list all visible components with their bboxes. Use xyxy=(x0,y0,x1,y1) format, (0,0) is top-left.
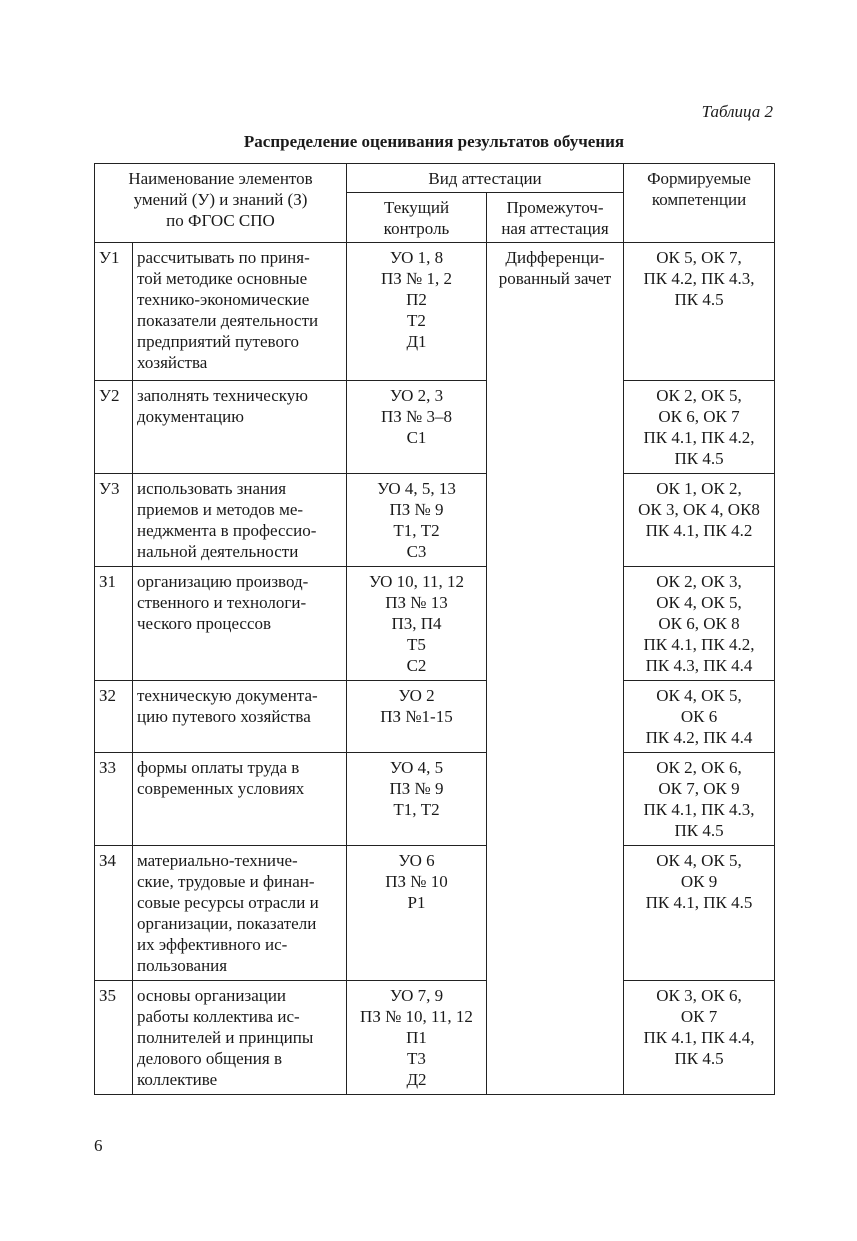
row-code: У1 xyxy=(95,243,133,381)
row-current-control: УО 2, 3 ПЗ № 3–8 С1 xyxy=(347,381,487,474)
row-competencies: ОК 5, ОК 7, ПК 4.2, ПК 4.3, ПК 4.5 xyxy=(624,243,775,381)
header-intermediate-attestation: Промежуточ- ная аттестация xyxy=(487,193,624,243)
table-number-label: Таблица 2 xyxy=(701,102,773,121)
row-competencies: ОК 2, ОК 3, ОК 4, ОК 5, ОК 6, ОК 8 ПК 4.1, ПК 4.2, ПК 4.3, ПК 4.4 xyxy=(624,567,775,681)
table-row xyxy=(95,243,775,381)
row-current-control: УО 2 ПЗ №1-15 xyxy=(347,681,487,753)
row-description: использовать знания приемов и методов ме- неджмента в профессио- нальной деятельности xyxy=(133,474,347,567)
row-code: З3 xyxy=(95,753,133,846)
row-description: организацию производ- ственного и технологи- ческого процессов xyxy=(133,567,347,681)
row-current-control: УО 4, 5 ПЗ № 9 Т1, Т2 xyxy=(347,753,487,846)
row-current-control: УО 10, 11, 12 ПЗ № 13 П3, П4 Т5 С2 xyxy=(347,567,487,681)
row-description: техническую документа- цию путевого хозяйства xyxy=(133,681,347,753)
row-current-control: УО 1, 8 ПЗ № 1, 2 П2 Т2 Д1 xyxy=(347,243,487,381)
table-row xyxy=(95,681,775,753)
table-row xyxy=(95,381,775,474)
table-row xyxy=(95,567,775,681)
row-code: З1 xyxy=(95,567,133,681)
table-row xyxy=(95,981,775,1095)
exam-type-cell: Дифференци- рованный зачет xyxy=(487,243,624,1095)
table-row xyxy=(95,846,775,981)
row-competencies: ОК 2, ОК 5, ОК 6, ОК 7 ПК 4.1, ПК 4.2, ПК 4.5 xyxy=(624,381,775,474)
row-competencies: ОК 4, ОК 5, ОК 6 ПК 4.2, ПК 4.4 xyxy=(624,681,775,753)
row-competencies: ОК 2, ОК 6, ОК 7, ОК 9 ПК 4.1, ПК 4.3, ПК 4.5 xyxy=(624,753,775,846)
header-elements-name: Наименование элементов умений (У) и знаний (З) по ФГОС СПО xyxy=(95,164,347,243)
row-description: заполнять техническую документацию xyxy=(133,381,347,474)
row-description: формы оплаты труда в современных условиях xyxy=(133,753,347,846)
table-row xyxy=(95,474,775,567)
row-competencies: ОК 4, ОК 5, ОК 9 ПК 4.1, ПК 4.5 xyxy=(624,846,775,981)
table-caption: Распределение оценивания результатов обучения xyxy=(243,132,625,151)
header-current-control: Текущий контроль xyxy=(347,193,487,243)
row-description: рассчитывать по приня- той методике основные технико-экономические показатели деятельности предприятий путевого хозяйства xyxy=(133,243,347,381)
row-competencies: ОК 1, ОК 2, ОК 3, ОК 4, ОК8 ПК 4.1, ПК 4.2 xyxy=(624,474,775,567)
header-row-1 xyxy=(95,164,775,193)
row-code: У2 xyxy=(95,381,133,474)
row-code: З5 xyxy=(95,981,133,1095)
row-current-control: УО 7, 9 ПЗ № 10, 11, 12 П1 Т3 Д2 xyxy=(347,981,487,1095)
row-description: материально-техниче- ские, трудовые и финан- совые ресурсы отрасли и организации, показатели их эффективного ис- пользования xyxy=(133,846,347,981)
row-description: основы организации работы коллектива ис- полнителей и принципы делового общения в коллективе xyxy=(133,981,347,1095)
page-number: 6 xyxy=(94,1136,103,1155)
table-row xyxy=(95,753,775,846)
header-competencies: Формируемые компетенции xyxy=(624,164,775,243)
assessment-table xyxy=(94,163,775,1095)
row-current-control: УО 6 ПЗ № 10 Р1 xyxy=(347,846,487,981)
row-code: З2 xyxy=(95,681,133,753)
row-code: З4 xyxy=(95,846,133,981)
row-competencies: ОК 3, ОК 6, ОК 7 ПК 4.1, ПК 4.4, ПК 4.5 xyxy=(624,981,775,1095)
row-current-control: УО 4, 5, 13 ПЗ № 9 Т1, Т2 С3 xyxy=(347,474,487,567)
header-attestation-type: Вид аттестации xyxy=(347,164,624,193)
row-code: У3 xyxy=(95,474,133,567)
